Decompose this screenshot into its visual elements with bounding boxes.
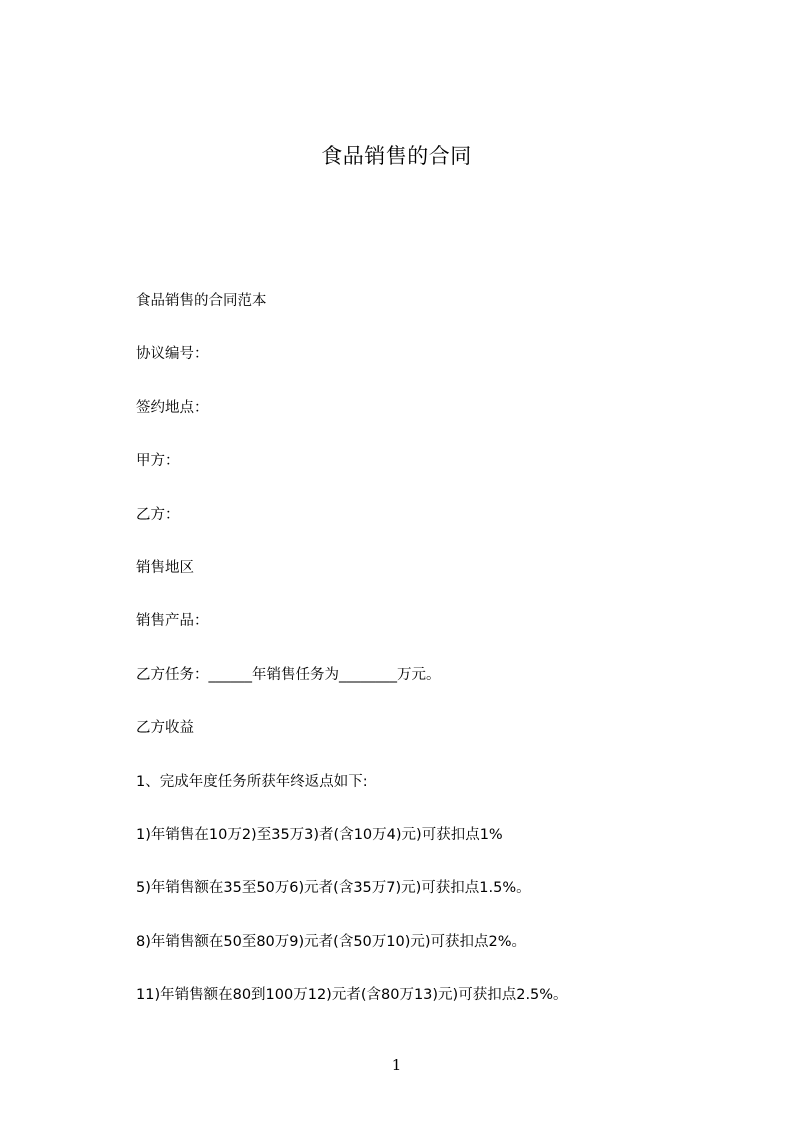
rebate-tier-1: 1)年销售在10万2)至35万3)者(含10万4)元)可获扣点1% xyxy=(136,827,503,843)
rebate-tier-4: 11)年销售额在80到100万12)元者(含80万13)元)可获扣点2.5%。 xyxy=(136,987,568,1003)
rebate-tier-2: 5)年销售额在35至50万6)元者(含35万7)元)可获扣点1.5%。 xyxy=(136,880,531,896)
sales-region-field: 销售地区 xyxy=(136,560,194,576)
page-number: 1 xyxy=(391,1056,402,1074)
sales-product-field: 销售产品： xyxy=(136,613,209,629)
party-a-field: 甲方： xyxy=(136,453,180,469)
contract-template-heading: 食品销售的合同范本 xyxy=(136,293,267,309)
rebate-clause-intro: 1、完成年度任务所获年终返点如下: xyxy=(136,774,368,790)
agreement-number-field: 协议编号： xyxy=(136,346,209,362)
signing-location-field: 签约地点： xyxy=(136,400,209,416)
party-b-earnings-heading: 乙方收益 xyxy=(136,720,194,736)
party-b-task-line: 乙方任务：______年销售任务为________万元。 xyxy=(136,667,441,683)
document-title: 食品销售的合同 xyxy=(321,144,472,168)
party-b-field: 乙方： xyxy=(136,507,180,523)
rebate-tier-3: 8)年销售额在50至80万9)元者(含50万10)元)可获扣点2%。 xyxy=(136,934,527,950)
